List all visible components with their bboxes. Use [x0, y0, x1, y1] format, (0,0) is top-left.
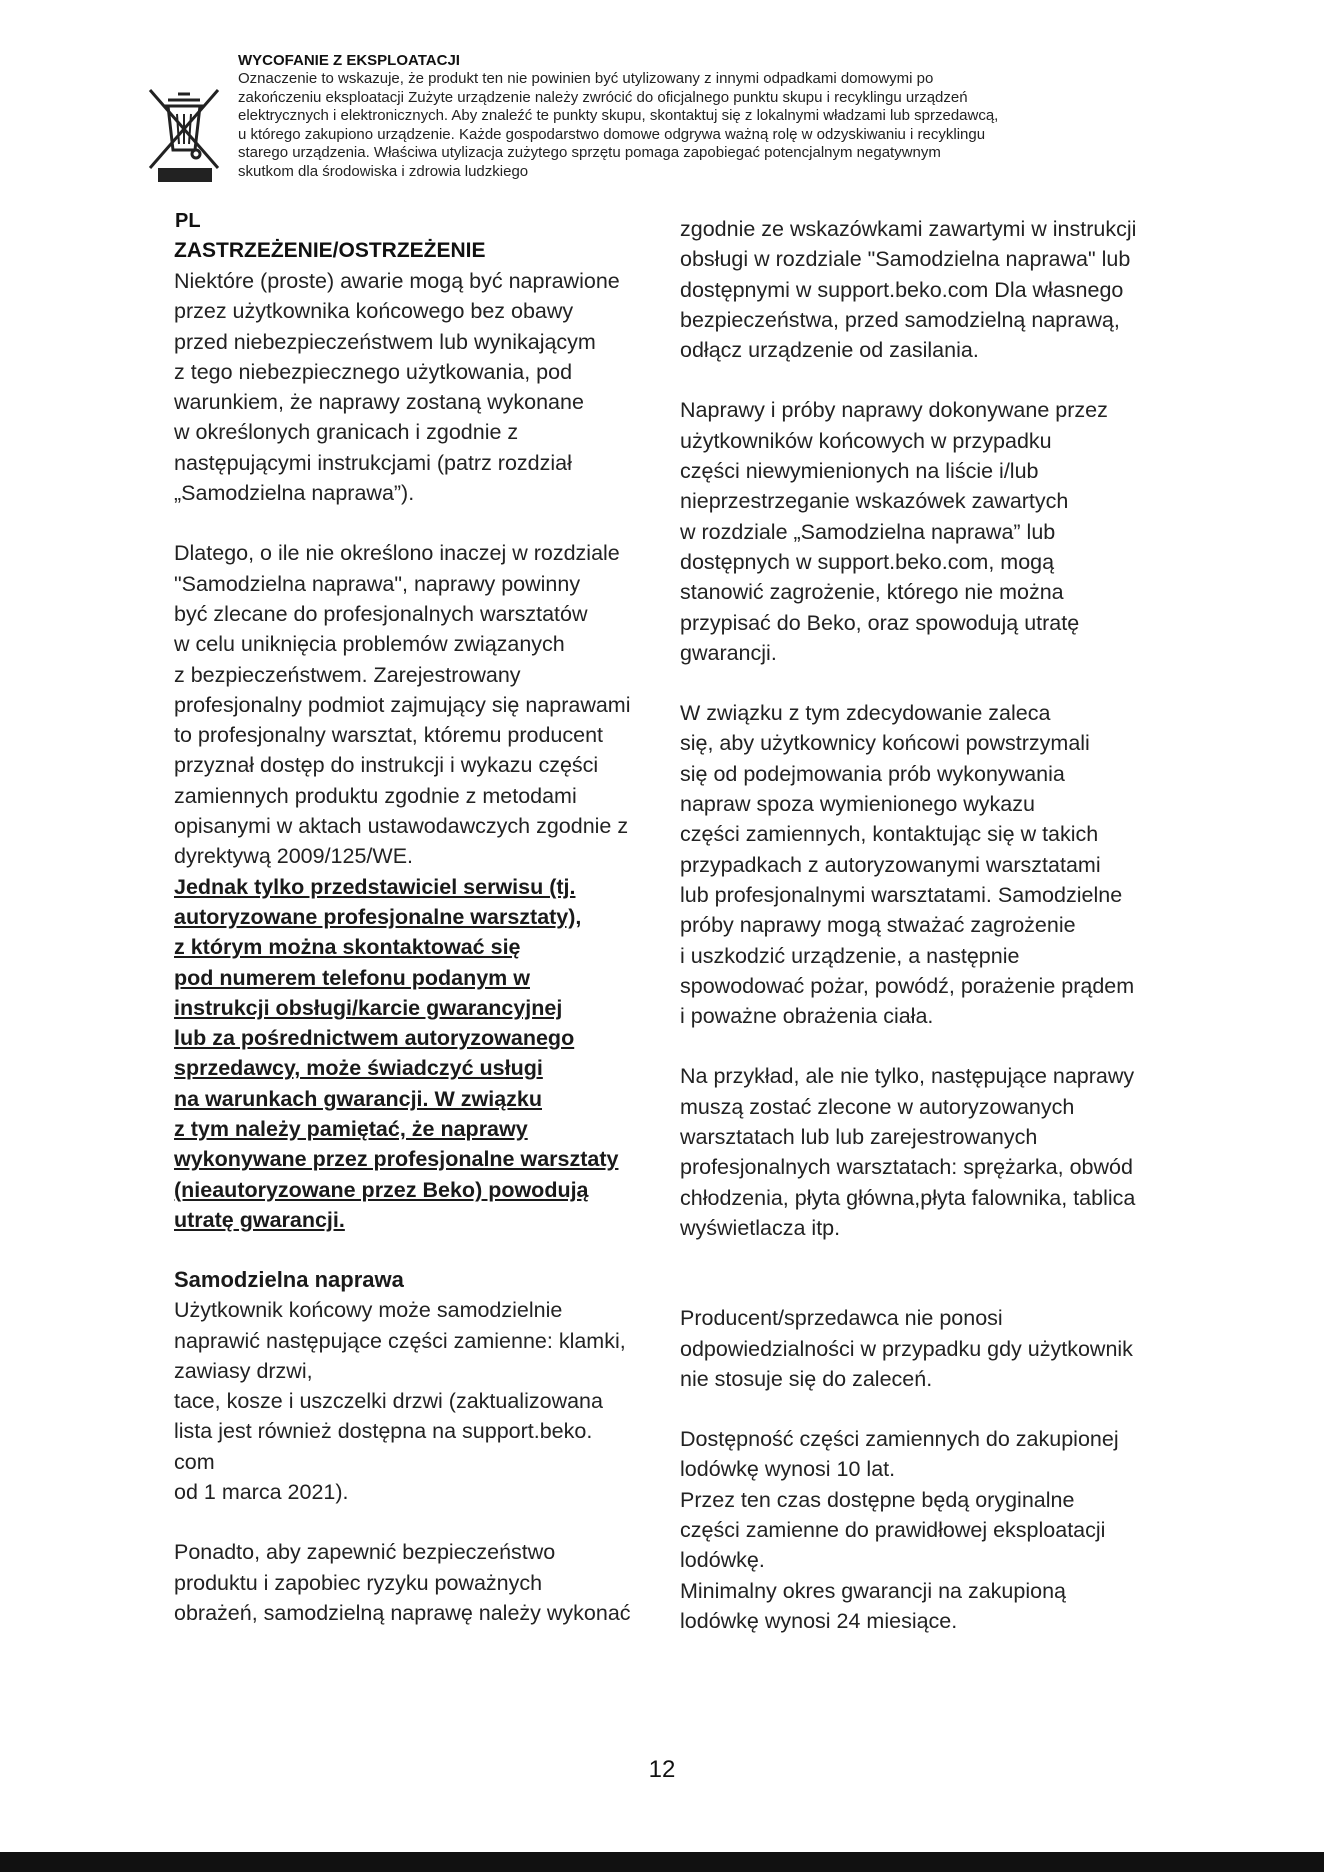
disclaimer-heading: ZASTRZEŻENIE/OSTRZEŻENIE	[174, 239, 486, 262]
bin-underline-bar	[158, 168, 212, 182]
language-label: PL	[175, 210, 201, 232]
right-paragraph-6: Dostępność części zamiennych do zakupionej lodówkę wynosi 10 lat. Przez ten czas dostępne będą oryginalne części zamienne do prawidłowej eksploatacji lodówkę. Minimalny okres gwarancji na zakupioną lodówkę wynosi 24 miesiące.	[680, 1427, 1119, 1633]
left-paragraph-1: Niektóre (proste) awarie mogą być naprawione przez użytkownika końcowego bez obawy przed niebezpieczeństwem lub wynikającym z tego niebezpiecznego użytkowania, pod warunkiem, że naprawy zostaną wykonane w określonych granicach i zgodnie z następującymi instrukcjami (patrz rozdział „Samodzielna naprawa”).	[174, 269, 620, 506]
right-paragraph-5: Producent/sprzedawca nie ponosi odpowiedzialności w przypadku gdy użytkownik nie stosuje się do zaleceń.	[680, 1306, 1133, 1391]
disposal-text: Oznaczenie to wskazuje, że produkt ten nie powinien być utylizowany z innymi odpadkami domowymi po zakończeniu eksploatacji Zużyte urządzenie należy zwrócić do oficjalnego punktu skupu i recyklingu urządzeń elektrycznych i elektronicznych. Aby znaleźć te punkty skupu, skontaktuj się z lokalnymi władzami lub sprzedawcą, u którego zakupiono urządzenie. Każde gospodarstwo domowe odgrywa ważną rolę w odzyskiwaniu i recyklingu starego urządzenia. Właściwa utylizacja zużytego sprzętu pomaga zapobiegać potencjalnym negatywnym skutkom dla środowiska i zdrowia ludzkiego	[238, 70, 999, 180]
bottom-edge-bar	[0, 1852, 1324, 1872]
left-paragraph-3: Użytkownik końcowy może samodzielnie naprawić następujące części zamienne: klamki, zawiasy drzwi, tace, kosze i uszczelki drzwi (zaktualizowana lista jest również dostępna na support.beko. com od 1 marca 2021).	[174, 1298, 626, 1504]
self-repair-heading: Samodzielna naprawa	[174, 1267, 404, 1293]
page-number: 12	[648, 1756, 676, 1783]
warranty-warning: Jednak tylko przedstawiciel serwisu (tj. autoryzowane profesjonalne warsztaty), z którym można skontaktować się pod numerem telefonu podanym w instrukcji obsługi/karcie gwarancyjnej lub za pośrednictwem autoryzowanego sprzedawcy, może świadczyć usługi na warunkach gwarancji. W związku z tym należy pamiętać, że naprawy wykonywane przez profesjonalne warsztaty (nieautoryzowane przez Beko) powodują utratę gwarancji.	[174, 874, 619, 1232]
right-column	[680, 214, 1180, 1636]
left-column	[174, 236, 674, 1628]
right-paragraph-3: W związku z tym zdecydowanie zaleca się, aby użytkownicy końcowi powstrzymali się od podejmowania prób wykonywania napraw spoza wymienionego wykazu części zamiennych, kontaktując się w takich przypadkach z autoryzowanymi warsztatami lub profesjonalnymi warsztatami. Samodzielne próby naprawy mogą stważać zagrożenie i uszkodzić urządzenie, a następnie spowodować pożar, powódź, porażenie prądem i poważne obrażenia ciała.	[680, 701, 1135, 1029]
right-paragraph-4: Na przykład, ale nie tylko, następujące naprawy muszą zostać zlecone w autoryzowanych warsztatach lub lub zarejestrowanych profesjonalnych warsztatach: sprężarka, obwód chłodzenia, płyta główna,płyta falownika, tablica wyświetlacza itp.	[680, 1064, 1136, 1240]
left-paragraph-4: Ponadto, aby zapewnić bezpieczeństwo produktu i zapobiec ryzyku poważnych obrażeń, samodzielną naprawę należy wykonać	[174, 1540, 631, 1625]
right-paragraph-2: Naprawy i próby naprawy dokonywane przez użytkowników końcowych w przypadku części niewymienionych na liście i/lub nieprzestrzeganie wskazówek zawartych w rozdziale „Samodzielna naprawa” lub dostępnych w support.beko.com, mogą stanowić zagrożenie, którego nie można przypisać do Beko, oraz spowodują utratę gwarancji.	[680, 398, 1108, 665]
disposal-title: WYCOFANIE Z EKSPLOATACJI	[238, 52, 460, 69]
right-paragraph-1: zgodnie ze wskazówkami zawartymi w instrukcji obsługi w rozdziale "Samodzielna naprawa" lub dostępnymi w support.beko.com Dla własnego bezpieczeństwa, przed samodzielną naprawą, odłącz urządzenie od zasilania.	[680, 217, 1137, 363]
disposal-notice	[238, 52, 1198, 181]
left-paragraph-2: Dlatego, o ile nie określono inaczej w rozdziale "Samodzielna naprawa", naprawy powinny być zlecane do profesjonalnych warsztatów w celu uniknięcia problemów związanych z bezpieczeństwem. Zarejestrowany profesjonalny podmiot zajmujący się naprawami to profesjonalny warsztat, któremu producent przyznał dostęp do instrukcji i wykazu części zamiennych produktu zgodnie z metodami opisanymi w aktach ustawodawczych zgodnie z dyrektywą 2009/125/WE.	[174, 541, 631, 869]
